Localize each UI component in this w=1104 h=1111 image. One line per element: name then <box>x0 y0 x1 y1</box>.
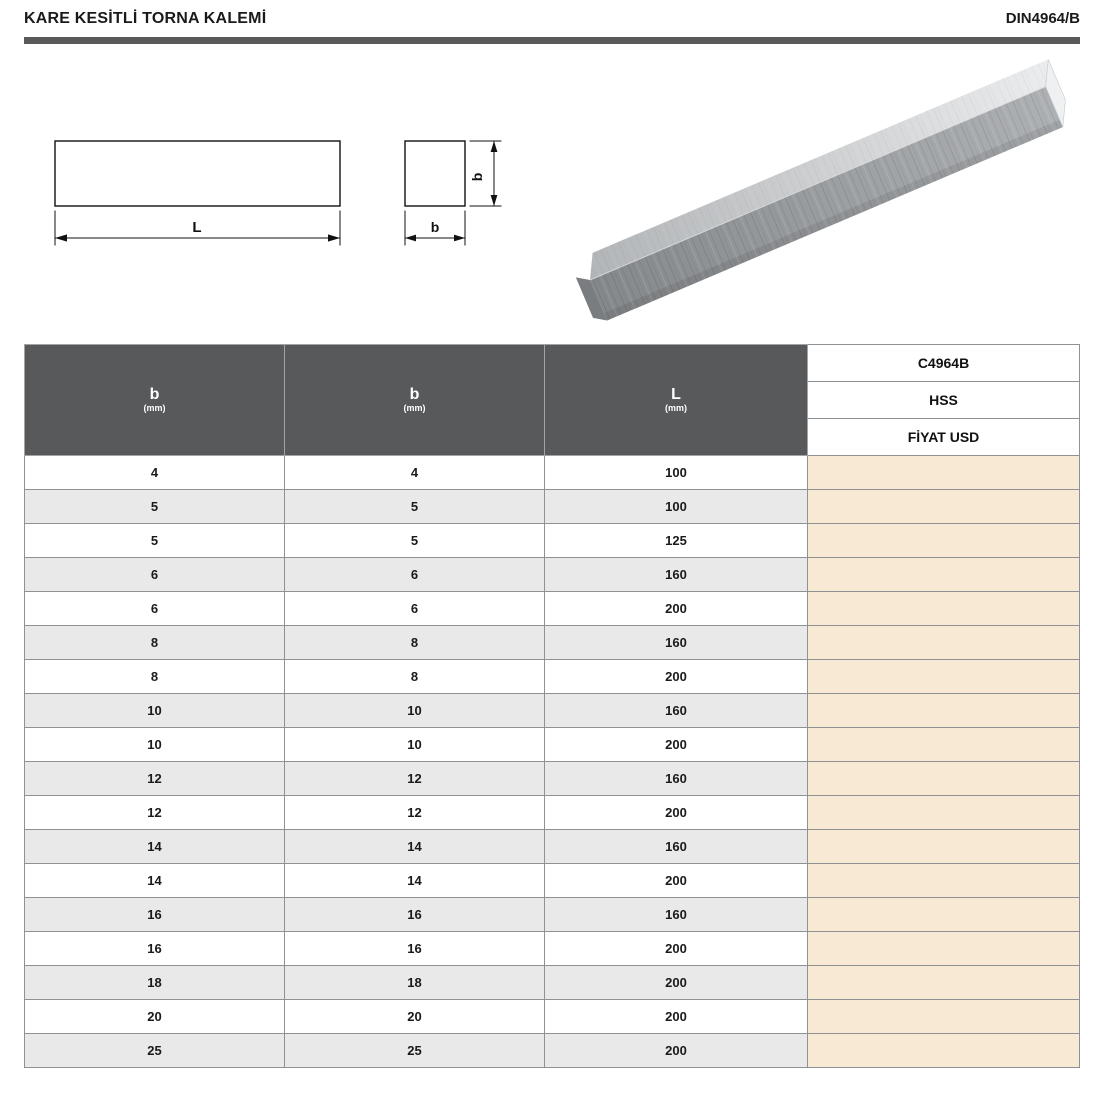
price-cell <box>808 626 1080 660</box>
col-header-b1 <box>25 345 285 456</box>
table-row <box>25 796 1080 830</box>
col-header-b2 <box>285 345 545 456</box>
section-width-label: b <box>430 219 440 235</box>
table-row <box>25 456 1080 490</box>
price-cell <box>808 1034 1080 1068</box>
table-row <box>25 966 1080 1000</box>
price-cell <box>808 864 1080 898</box>
table-row <box>25 524 1080 558</box>
price-cell <box>808 898 1080 932</box>
dimension-cell: 8 <box>285 660 545 694</box>
table-body <box>25 456 1080 1068</box>
price-cell <box>808 456 1080 490</box>
drawings-svg <box>24 44 1080 344</box>
dimension-cell: 6 <box>285 558 545 592</box>
col-header-b1-label: b <box>149 385 160 403</box>
price-cell <box>808 1000 1080 1034</box>
dimension-cell: 160 <box>545 830 808 864</box>
dimension-cell: 125 <box>545 524 808 558</box>
page-title: KARE KESİTLİ TORNA KALEMİ <box>24 10 267 27</box>
table-row <box>25 1000 1080 1034</box>
table-row <box>25 660 1080 694</box>
dimension-cell: 14 <box>25 864 285 898</box>
dimension-cell: 12 <box>25 762 285 796</box>
dimension-cell: 200 <box>545 966 808 1000</box>
cross-section-drawing <box>405 141 501 245</box>
dimension-cell: 16 <box>285 932 545 966</box>
price-cell <box>808 694 1080 728</box>
product-code-cell: C4964B <box>808 345 1080 382</box>
price-cell <box>808 966 1080 1000</box>
dimension-cell: 160 <box>545 762 808 796</box>
technical-drawings <box>24 44 1080 344</box>
side-view-drawing <box>55 141 340 245</box>
dimension-cell: 6 <box>25 558 285 592</box>
dimension-cell: 100 <box>545 490 808 524</box>
price-cell <box>808 524 1080 558</box>
dimension-cell: 20 <box>285 1000 545 1034</box>
dimension-cell: 10 <box>285 728 545 762</box>
dimension-cell: 10 <box>25 728 285 762</box>
price-cell <box>808 830 1080 864</box>
dimension-cell: 8 <box>285 626 545 660</box>
dimension-cell: 18 <box>25 966 285 1000</box>
price-cell <box>808 728 1080 762</box>
col-header-l-unit: (mm) <box>665 403 687 414</box>
material-cell: HSS <box>808 382 1080 419</box>
dimension-cell: 12 <box>285 762 545 796</box>
dimension-cell: 200 <box>545 796 808 830</box>
dimension-cell: 5 <box>285 490 545 524</box>
dimension-cell: 200 <box>545 660 808 694</box>
table-row <box>25 898 1080 932</box>
spec-table <box>24 344 1080 1068</box>
dimension-cell: 14 <box>25 830 285 864</box>
price-cell <box>808 490 1080 524</box>
dimension-cell: 16 <box>25 932 285 966</box>
price-cell <box>808 558 1080 592</box>
table-row <box>25 864 1080 898</box>
dimension-cell: 200 <box>545 932 808 966</box>
dimension-cell: 5 <box>25 490 285 524</box>
title-bar <box>24 10 1080 32</box>
table-row <box>25 932 1080 966</box>
col-header-l <box>545 345 808 456</box>
price-header-cell: FİYAT USD <box>808 419 1080 456</box>
col-header-b2-label: b <box>409 385 420 403</box>
dimension-cell: 10 <box>25 694 285 728</box>
table-row <box>25 558 1080 592</box>
dimension-cell: 20 <box>25 1000 285 1034</box>
dimension-cell: 200 <box>545 864 808 898</box>
dimension-cell: 14 <box>285 864 545 898</box>
dimension-cell: 160 <box>545 626 808 660</box>
dimension-cell: 200 <box>545 1034 808 1068</box>
table-row <box>25 728 1080 762</box>
dimension-cell: 14 <box>285 830 545 864</box>
dimension-cell: 200 <box>545 728 808 762</box>
section-height-label: b <box>469 172 485 182</box>
dimension-cell: 5 <box>285 524 545 558</box>
price-cell <box>808 932 1080 966</box>
dimension-cell: 6 <box>25 592 285 626</box>
dimension-cell: 8 <box>25 660 285 694</box>
dimension-cell: 6 <box>285 592 545 626</box>
dimension-cell: 12 <box>25 796 285 830</box>
price-cell <box>808 796 1080 830</box>
col-header-b1-unit: (mm) <box>143 403 166 414</box>
dimension-cell: 18 <box>285 966 545 1000</box>
dimension-cell: 4 <box>25 456 285 490</box>
col-header-l-label: L <box>671 385 681 403</box>
dimension-cell: 5 <box>25 524 285 558</box>
price-cell <box>808 762 1080 796</box>
price-cell <box>808 660 1080 694</box>
dimension-cell: 25 <box>285 1034 545 1068</box>
table-row <box>25 830 1080 864</box>
dimension-cell: 160 <box>545 558 808 592</box>
dimension-cell: 100 <box>545 456 808 490</box>
dimension-cell: 16 <box>285 898 545 932</box>
dimension-cell: 200 <box>545 592 808 626</box>
table-row <box>25 762 1080 796</box>
standard-code: DIN4964/B <box>1005 10 1080 27</box>
dimension-cell: 12 <box>285 796 545 830</box>
table-row <box>25 592 1080 626</box>
table-row <box>25 626 1080 660</box>
dimension-cell: 4 <box>285 456 545 490</box>
length-dimension-label: L <box>192 219 202 236</box>
tool-bit-photo <box>570 59 1075 325</box>
dimension-cell: 25 <box>25 1034 285 1068</box>
col-header-b2-unit: (mm) <box>403 403 426 414</box>
price-cell <box>808 592 1080 626</box>
dimension-cell: 10 <box>285 694 545 728</box>
table-row <box>25 490 1080 524</box>
dimension-cell: 8 <box>25 626 285 660</box>
title-divider <box>24 37 1080 44</box>
dimension-cell: 16 <box>25 898 285 932</box>
dimension-cell: 160 <box>545 898 808 932</box>
table-row <box>25 1034 1080 1068</box>
dimension-cell: 200 <box>545 1000 808 1034</box>
table-row <box>25 694 1080 728</box>
dimension-cell: 160 <box>545 694 808 728</box>
table-head <box>25 345 1080 456</box>
